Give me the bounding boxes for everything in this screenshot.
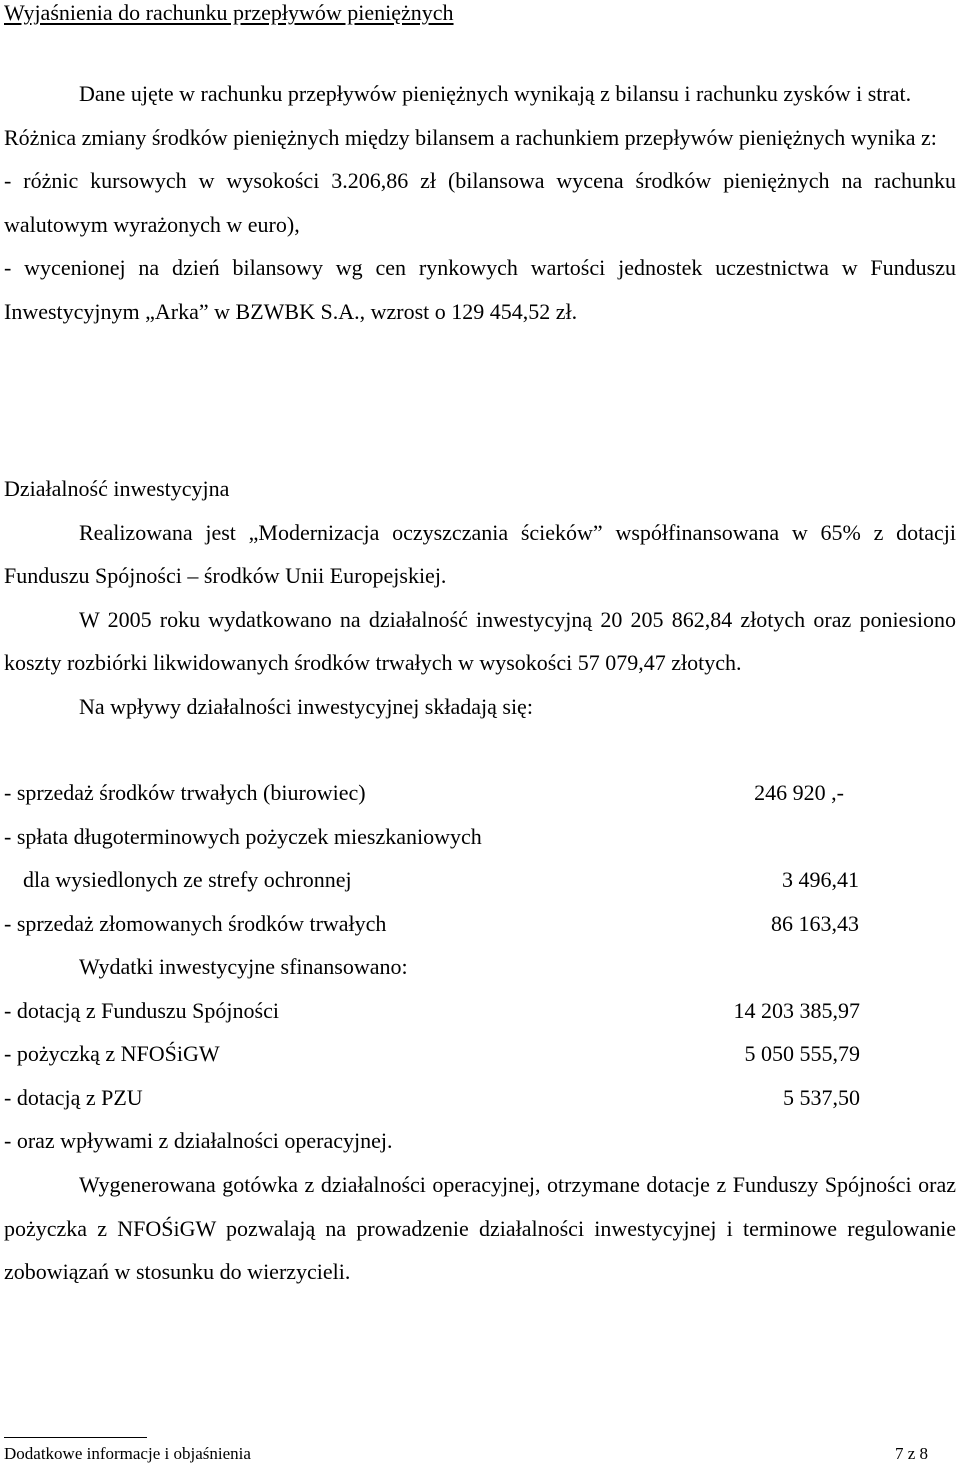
item-label: - sprzedaż złomowanych środków trwałych	[4, 910, 387, 936]
item-amount: 5 050 555,79	[744, 1041, 860, 1066]
page-footer	[4, 1444, 928, 1464]
list-item	[4, 858, 956, 902]
item-label: - pożyczką z NFOŚiGW	[4, 1041, 220, 1066]
financing-list	[4, 945, 956, 1163]
footer-divider	[4, 1437, 147, 1438]
cash-flow-notes	[4, 72, 956, 333]
item-label: - dotacją z PZU	[4, 1084, 143, 1110]
paragraph-difference: Różnica zmiany środków pieniężnych między bilansem a rachunkiem przepływów pieniężnych wynika z:	[4, 124, 937, 150]
inflows-heading: Na wpływy działalności inwestycyjnej składają się:	[79, 693, 533, 719]
financing-heading: Wydatki inwestycyjne sfinansowano:	[79, 954, 408, 979]
summary-section	[4, 1163, 956, 1294]
page-number: 7 z 8	[894, 1444, 928, 1463]
paragraph-source: Dane ujęte w rachunku przepływów pieniężnych wynikają z bilansu i rachunku zysków i strat.	[79, 81, 912, 106]
paragraph-fund-valuation: - wycenionej na dzień bilansowy wg cen rynkowych wartości jednostek uczestnictwa w Funduszu Inwestycyjnym „Arka” w BZWBK S.A., wzrost o 129 454,52 zł.	[4, 255, 956, 324]
item-amount: 86 163,43	[771, 910, 859, 936]
item-label: - oraz wpływami z działalności operacyjnej.	[4, 1128, 393, 1153]
item-label: - sprzedaż środków trwałych (biurowiec)	[4, 780, 366, 805]
paragraph-expenditures: W 2005 roku wydatkowano na działalność inwestycyjną 20 205 862,84 złotych oraz poniesiono koszty rozbiórki likwidowanych środków trwałych w wysokości 57 079,47 złotych.	[4, 606, 956, 675]
inflows-list	[4, 771, 956, 945]
item-amount: 14 203 385,97	[733, 997, 860, 1023]
financing-heading-row	[4, 945, 956, 989]
list-item	[4, 1119, 956, 1163]
investing-activities-section	[4, 467, 956, 728]
list-item	[4, 1032, 956, 1076]
item-label: - dotacją z Funduszu Spójności	[4, 997, 279, 1023]
item-label: dla wysiedlonych ze strefy ochronnej	[23, 867, 352, 892]
item-amount: 246 920 ,-	[754, 780, 844, 805]
list-item	[4, 989, 956, 1033]
page-title: Wyjaśnienia do rachunku przepływów pieniężnych	[4, 0, 454, 25]
paragraph-summary: Wygenerowana gotówka z działalności operacyjnej, otrzymane dotacje z Funduszy Spójności oraz pożyczka z NFOŚiGW pozwalają na prowadzenie działalności inwestycyjnej i terminowe regulowanie zobowiązań w stosunku do wierzycieli.	[4, 1172, 956, 1284]
footer-label: Dodatkowe informacje i objaśnienia	[4, 1444, 251, 1463]
item-label: - spłata długoterminowych pożyczek mieszkaniowych	[4, 823, 482, 849]
list-item	[4, 1076, 956, 1120]
list-item	[4, 771, 956, 815]
item-amount: 3 496,41	[782, 867, 859, 892]
paragraph-exchange-differences: - różnic kursowych w wysokości 3.206,86 zł (bilansowa wycena środków pieniężnych na rachunku walutowym wyrażonych w euro),	[4, 168, 956, 237]
list-item	[4, 902, 956, 946]
paragraph-modernization: Realizowana jest „Modernizacja oczyszczania ścieków” współfinansowana w 65% z dotacji Funduszu Spójności – środków Unii Europejskiej.	[4, 519, 956, 588]
list-item	[4, 815, 956, 859]
section-heading: Działalność inwestycyjna	[4, 476, 230, 501]
item-amount: 5 537,50	[783, 1084, 860, 1110]
